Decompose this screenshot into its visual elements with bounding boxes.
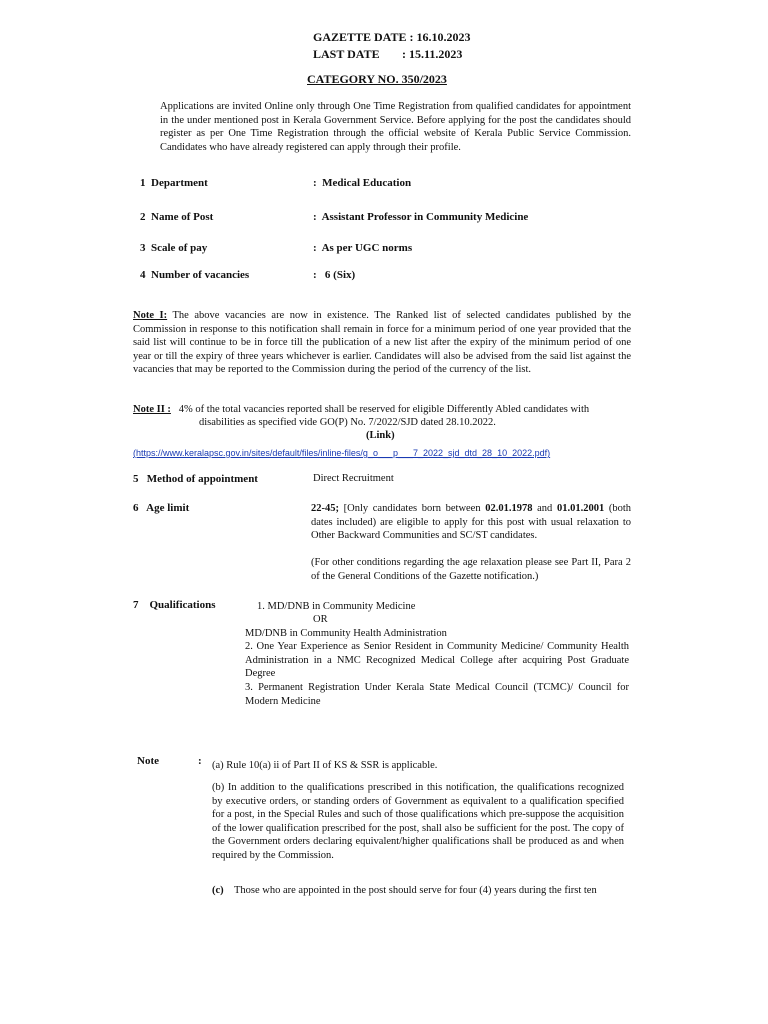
note-2-paragraph: Note II : 4% of the total vacancies reported shall be reserved for eligible Differently Abled candidates with — [133, 404, 590, 415]
note-c: (c) Those who are appointed in the post should serve for four (4) years during the first ten — [212, 885, 597, 896]
field-pay-label: 3 Scale of pay — [140, 242, 208, 254]
field-department-value: : Medical Education — [313, 177, 412, 189]
note-2-link-label: (Link) — [366, 430, 395, 441]
note-label: Note — [137, 755, 159, 767]
note-1-paragraph: Note I: The above vacancies are now in existence. The Ranked list of selected candidates published by the Commission in response to this notification shall remain in force for a minimum period of one year provided that the said list will continue to be in force till the publication of a new list after the expiry of the minimum period of one year or till the expiry of three years whichever is earlier. Candidates will also be advised from the said list against the vacancies that may be reported to the Commission during the period of the currency of the list. — [133, 310, 631, 376]
note-colon: : — [198, 755, 202, 767]
field-age-value: 22-45; [Only candidates born between 02.01.1978 and 01.01.2001 (both dates included) are eligible to apply for this post with usual relaxation to Other Backward Communities and SC/ST candidates. — [311, 503, 631, 542]
note-2-title: Note II : — [133, 404, 171, 415]
field-age-note: (For other conditions regarding the age relaxation please see Part II, Para 2 of the General Conditions of the Gazette notification.) — [311, 557, 631, 582]
qualification-or: OR — [313, 614, 328, 625]
gazette-url-link[interactable]: (https://www.keralapsc.gov.in/sites/default/files/inline-files/g_o___p___7_2022_sjd_dtd_28_10_2022.pdf) — [133, 448, 551, 458]
intro-paragraph: Applications are invited Online only through One Time Registration from qualified candidates for appointment in the under mentioned post in Kerala Government Service. Before applying for the post the candidates should register as per One Time Registration through the official website of Kerala Public Service Commission. Candidates who have already registered can apply through their profile. — [160, 101, 631, 153]
field-post-label: 2 Name of Post — [140, 211, 214, 223]
field-department-label: 1 Department — [140, 177, 208, 189]
qualification-1: 1. MD/DNB in Community Medicine — [257, 601, 416, 612]
gazette-date-value: : 16.10.2023 — [409, 30, 471, 44]
gazette-date-label: GAZETTE DATE — [313, 30, 407, 44]
field-qualifications-label: 7 Qualifications — [133, 599, 216, 611]
field-vacancies-value: : 6 (Six) — [313, 269, 356, 281]
note-1-title: Note I: — [133, 310, 168, 321]
note-b: (b) In addition to the qualifications prescribed in this notification, the qualifications recognized by executive orders, or standing orders of Government as equivalent to a qualification specified for a post, in the Special Rules and such of those qualifications which pre-suppose the acquisition of the lower qualification prescribed for the post, shall also be sufficient for the post. The copy of the Government orders declaring equivalent/higher qualifications shall be produced as and when required by the Commission. — [212, 782, 624, 861]
category-number: CATEGORY NO. 350/2023 — [307, 72, 447, 86]
field-post-value: : Assistant Professor in Community Medicine — [313, 211, 529, 223]
qualification-3: 3. Permanent Registration Under Kerala State Medical Council (TCMC)/ Council for Modern Medicine — [245, 682, 629, 707]
note-a: (a) Rule 10(a) ii of Part II of KS & SSR is applicable. — [212, 760, 438, 771]
note-2-url-row — [133, 443, 550, 461]
gazette-date-row — [313, 30, 470, 45]
qualification-1b: MD/DNB in Community Health Administration — [245, 628, 447, 639]
last-date-value: : 15.11.2023 — [402, 47, 463, 61]
qualification-2: 2. One Year Experience as Senior Resident in Community Medicine/ Community Health Administration in a NMC Recognized Medical College after acquiring Post Graduate Degree — [245, 641, 629, 680]
last-date-label: LAST DATE — [313, 47, 380, 61]
field-age-label: 6 Age limit — [133, 502, 190, 514]
last-date-row — [313, 47, 462, 62]
field-vacancies-label: 4 Number of vacancies — [140, 269, 250, 281]
field-method-value: Direct Recruitment — [313, 473, 394, 484]
note-2-line2: disabilities as specified vide GO(P) No. 7/2022/SJD dated 28.10.2022. — [199, 417, 496, 428]
field-method-label: 5 Method of appointment — [133, 473, 258, 485]
field-pay-value: : As per UGC norms — [313, 242, 413, 254]
